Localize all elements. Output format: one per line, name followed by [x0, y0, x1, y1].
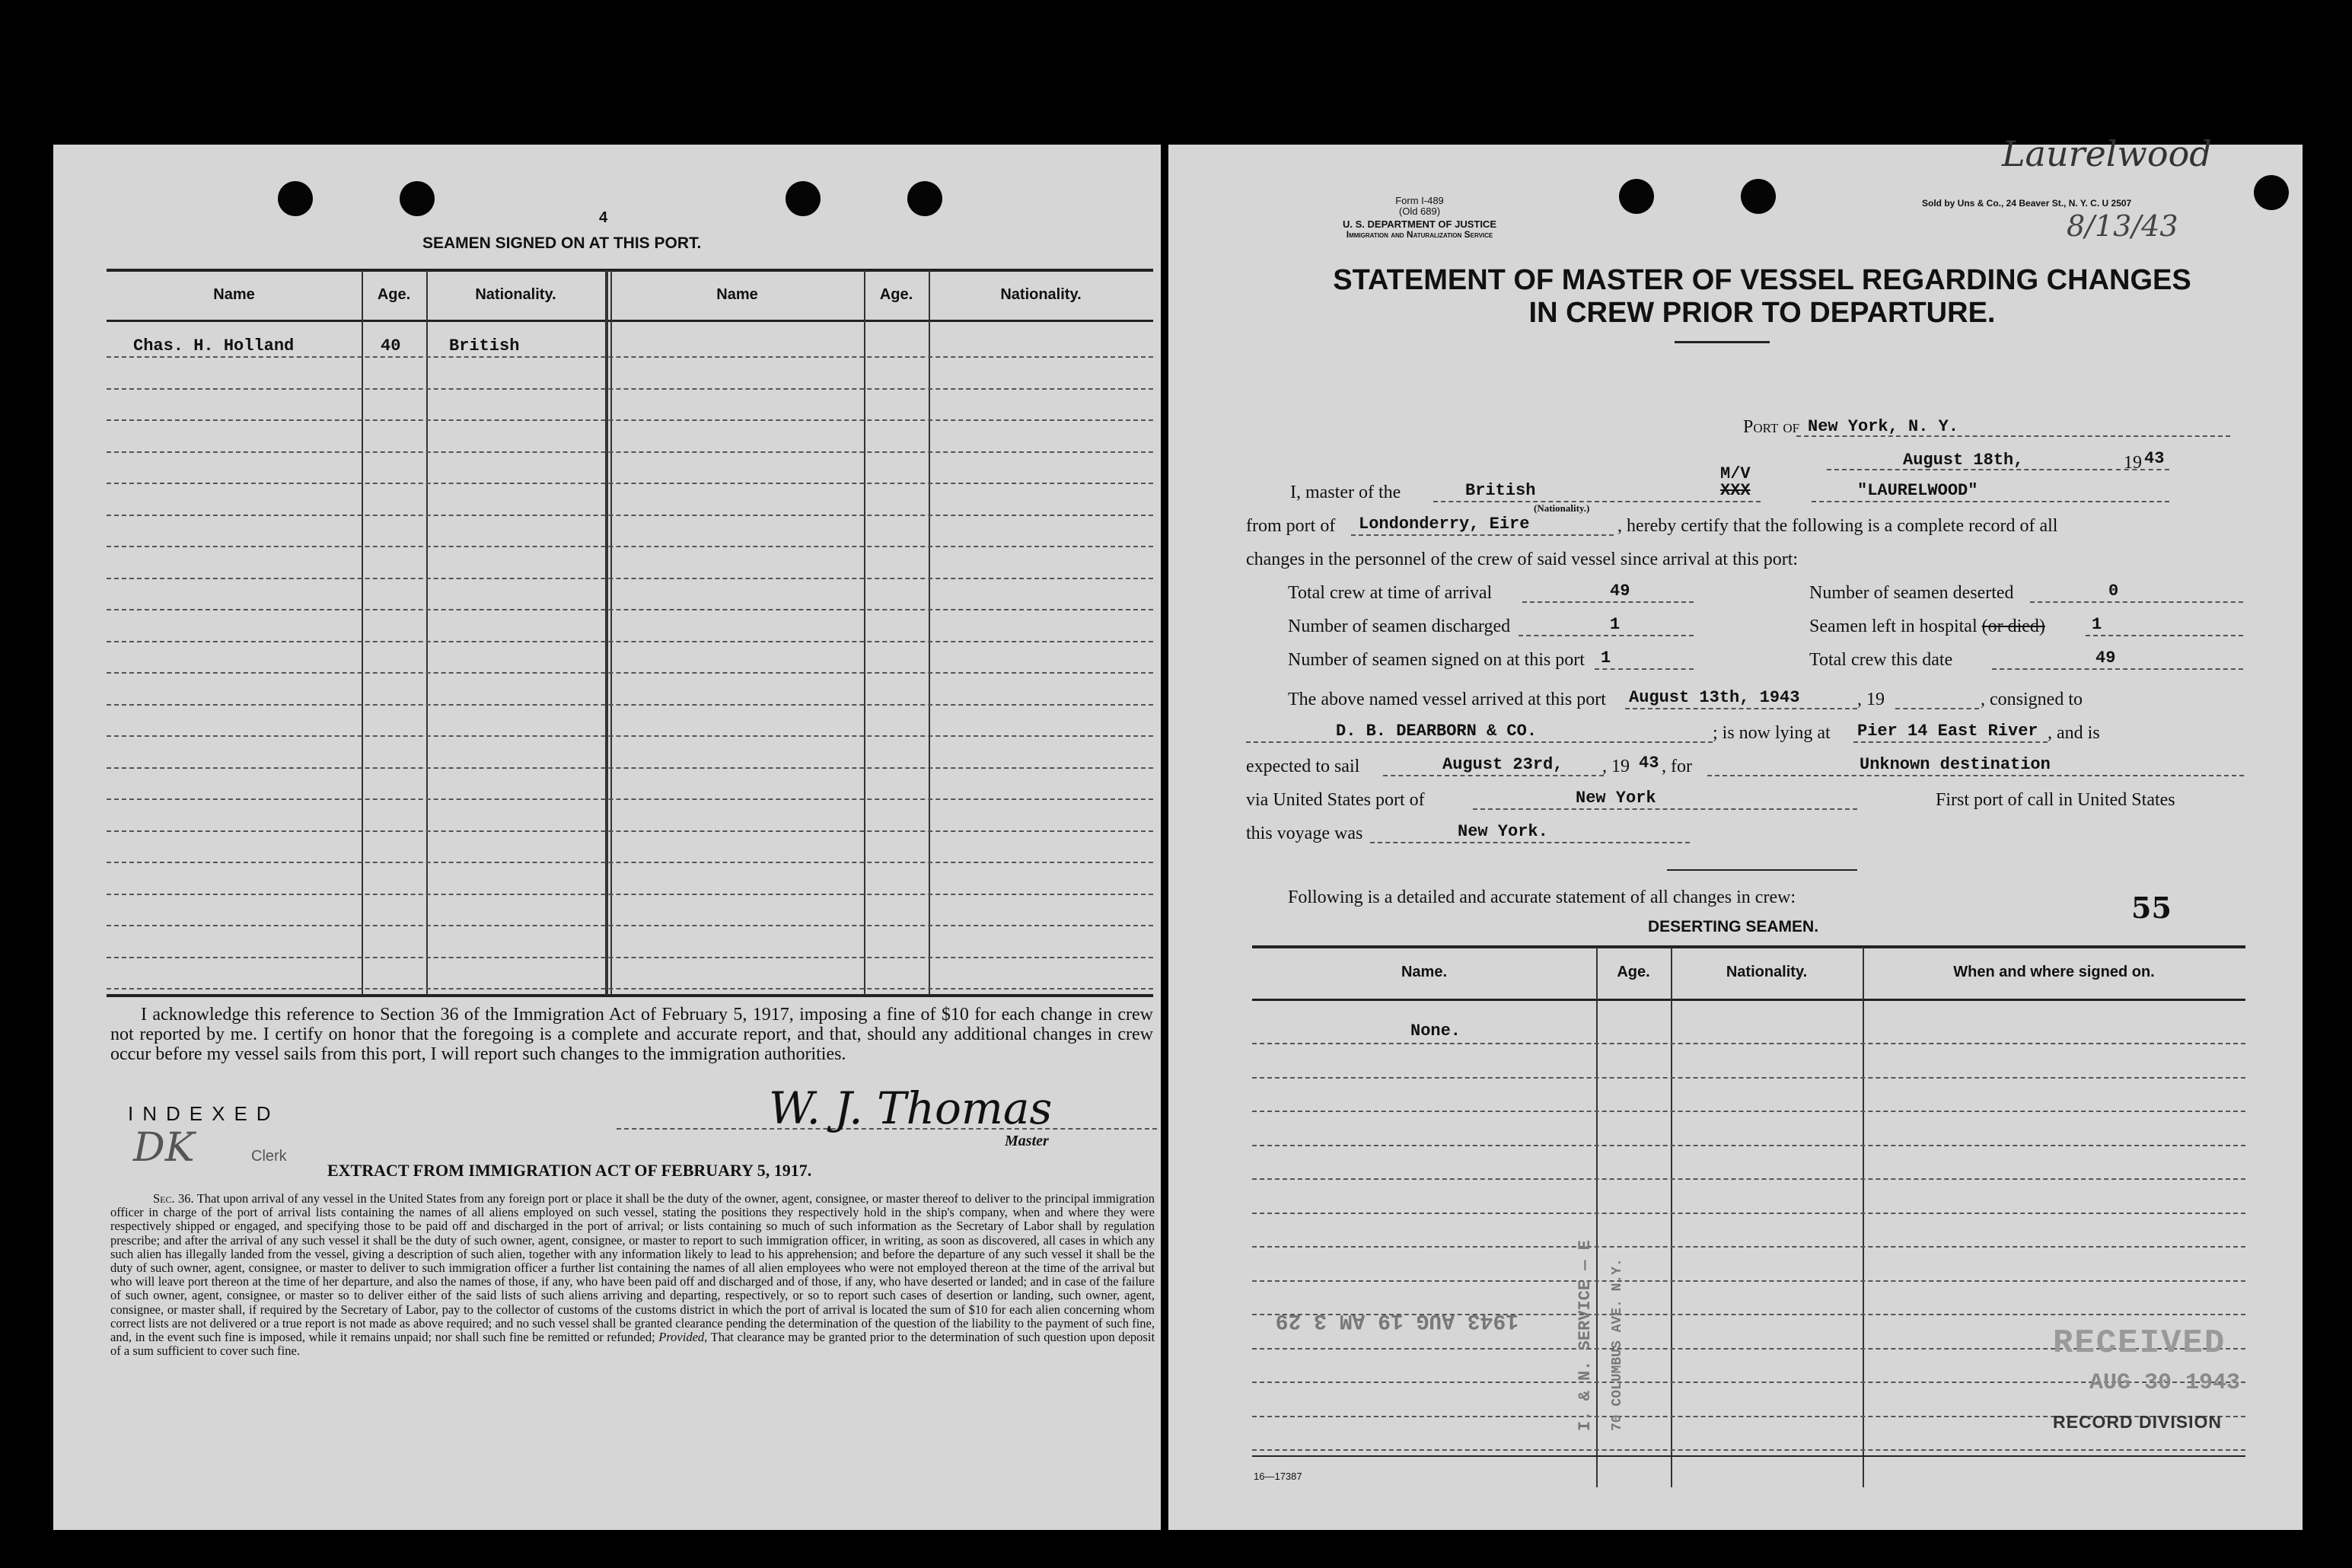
table-row-line	[107, 988, 1153, 990]
field-line	[1246, 741, 1713, 743]
column-divider	[1863, 947, 1864, 1487]
punch-hole	[786, 181, 821, 216]
arrived-year-prefix: , 19	[1857, 690, 1885, 709]
table-row-line	[107, 767, 1153, 769]
nationality-value: British	[1465, 481, 1536, 500]
total-crew-arrival-label: Total crew at time of arrival	[1288, 583, 1493, 603]
seaman-nationality: British	[449, 336, 520, 355]
column-divider	[1671, 947, 1672, 1487]
sold-by: Sold by Uns & Co., 24 Beaver St., N. Y. C. U 2507	[1922, 198, 2132, 209]
table-row-line	[107, 515, 1153, 516]
address-stamp: 70 COLUMBUS AVE. N.Y.	[1610, 1258, 1625, 1431]
first-port-value: New York.	[1458, 822, 1548, 841]
form-bottom-rule	[1252, 1455, 2245, 1457]
clerk-initials: DK	[133, 1125, 195, 1171]
total-crew-arrival-value: 49	[1610, 582, 1630, 601]
this-voyage-label: this voyage was	[1246, 824, 1363, 843]
field-line	[1895, 708, 1979, 709]
indexed-stamp: INDEXED	[128, 1102, 280, 1125]
discharged-label: Number of seamen discharged	[1288, 617, 1511, 636]
year-value: 43	[2144, 449, 2165, 468]
field-line	[2086, 635, 2243, 636]
port-of-label: Port of	[1743, 417, 1800, 437]
deserted-label: Number of seamen deserted	[1809, 583, 2014, 603]
table-row-line	[1252, 1178, 2245, 1180]
received-stamp: RECEIVED	[2053, 1324, 2226, 1362]
department: U. S. DEPARTMENT OF JUSTICE	[1343, 218, 1496, 230]
master-of-label: I, master of the	[1290, 483, 1401, 502]
first-port-label: First port of call in United States	[1936, 790, 2175, 810]
extract-title: EXTRACT FROM IMMIGRATION ACT OF FEBRUARY 5, 1917.	[327, 1161, 812, 1180]
via-port-value: New York	[1576, 789, 1656, 808]
table-row-line	[107, 957, 1153, 958]
hospital-value: 1	[2092, 615, 2102, 634]
from-port-value: Londonderry, Eire	[1359, 515, 1530, 534]
column-divider	[426, 270, 428, 995]
for-label: , for	[1662, 757, 1692, 776]
title-rule	[1675, 341, 1770, 343]
acknowledgement-text: I acknowledge this reference to Section 36 of the Immigration Act of February 5, 1917, imposing a fine of $10 for each change in crew not reported by me. I certify on honor that the foregoing is a complete and accurate report, and that, should any additional changes in crew occur before my vessel sails from this port, I will report such changes to the immigration authorities.	[110, 1005, 1153, 1064]
punch-hole	[1741, 179, 1776, 214]
lying-at-value: Pier 14 East River	[1857, 722, 2038, 741]
table-row-line	[1252, 1145, 2245, 1146]
table-bottom-rule	[107, 994, 1153, 997]
year-prefix: 19	[2124, 453, 2142, 473]
table-row-line	[107, 925, 1153, 926]
table-row-line	[107, 483, 1153, 484]
column-header-signed-on: When and where signed on.	[1953, 964, 2155, 980]
consigned-label: , consigned to	[1981, 690, 2083, 709]
column-header-age: Age.	[377, 286, 411, 303]
total-crew-date-value: 49	[2095, 649, 2116, 668]
from-port-label: from port of	[1246, 516, 1336, 536]
column-header-name: Name	[213, 286, 255, 303]
field-line	[1383, 775, 1604, 776]
arrival-time-stamp: 1943 AUG 19 AM 3 29	[1275, 1308, 1519, 1332]
field-line	[1370, 842, 1690, 843]
column-divider	[362, 270, 363, 995]
expected-label: expected to sail	[1246, 757, 1360, 776]
form-title-line2: IN CREW PRIOR TO DEPARTURE.	[1528, 297, 1996, 329]
total-crew-date-label: Total crew this date	[1809, 650, 1953, 670]
and-is-label: , and is	[2048, 723, 2100, 743]
deserting-top-rule	[1252, 945, 2245, 948]
section-label: Sec. 36.	[153, 1191, 194, 1206]
column-header-name: Name.	[1401, 964, 1448, 980]
seaman-name: Chas. H. Holland	[133, 336, 295, 355]
table-row-line	[107, 830, 1153, 832]
following-label: Following is a detailed and accurate statement of all changes in crew:	[1288, 888, 1796, 907]
column-header-age: Age.	[879, 286, 913, 303]
table-row-line	[1252, 1246, 2245, 1248]
proviso-body: That clearance may be granted prior to the determination of such question upon deposit of a sum sufficient to cover such fine.	[110, 1330, 1155, 1359]
table-row-line	[1252, 1043, 2245, 1044]
changes-text: changes in the personnel of the crew of said vessel since arrival at this port:	[1246, 550, 1799, 569]
field-line	[1522, 601, 1694, 603]
column-divider	[605, 270, 608, 995]
arrived-date: August 13th, 1943	[1629, 688, 1800, 707]
arrived-label: The above named vessel arrived at this port	[1288, 690, 1606, 709]
extract-section-text	[110, 1192, 1155, 1358]
field-line	[1351, 534, 1614, 536]
hospital-label-text: Seamen left in hospital	[1809, 617, 1978, 636]
received-date-stamp: AUG 30 1943	[2089, 1370, 2241, 1396]
section-title: SEAMEN SIGNED ON AT THIS PORT.	[422, 234, 702, 252]
master-signature: W. J. Thomas	[769, 1082, 1053, 1134]
column-divider	[1596, 947, 1598, 1487]
clerk-label: Clerk	[251, 1148, 287, 1165]
port-of-value: New York, N. Y.	[1808, 417, 1959, 436]
consignee-value: D. B. DEARBORN & CO.	[1336, 722, 1538, 741]
field-line	[1707, 775, 2244, 776]
column-divider	[610, 270, 612, 995]
column-header-nationality: Nationality.	[1726, 964, 1808, 980]
column-divider	[864, 270, 865, 995]
master-label: Master	[1005, 1133, 1049, 1149]
right-page	[1168, 133, 2303, 1530]
form-header	[1351, 196, 1488, 217]
field-line	[1853, 741, 2048, 743]
sail-year-prefix: , 19	[1602, 757, 1630, 776]
discharged-value: 1	[1610, 615, 1621, 634]
table-row-line	[107, 578, 1153, 579]
deserting-title: DESERTING SEAMEN.	[1648, 918, 1819, 935]
table-row-line	[107, 894, 1153, 895]
seaman-age: 40	[381, 336, 401, 355]
deserting-name: None.	[1410, 1021, 1461, 1041]
table-top-rule	[107, 269, 1153, 272]
record-division-stamp: RECORD DIVISION	[2053, 1412, 2223, 1432]
deserting-header-rule	[1252, 999, 2245, 1001]
form-code: 16—17387	[1254, 1471, 1302, 1482]
via-label: via United States port of	[1246, 790, 1425, 810]
table-header-rule	[107, 320, 1153, 322]
table-row-line	[1252, 1111, 2245, 1112]
punch-hole	[907, 181, 942, 216]
section-rule	[1667, 869, 1857, 871]
field-line	[1812, 501, 2169, 502]
column-divider	[929, 270, 930, 995]
table-row-line	[107, 609, 1153, 610]
table-row-line	[1252, 1213, 2245, 1214]
punch-hole	[1619, 179, 1654, 214]
lying-label: ; is now lying at	[1713, 723, 1831, 743]
table-row-line	[107, 546, 1153, 547]
handwritten-vessel-name: Laurelwood	[2002, 133, 2212, 174]
punch-hole	[2254, 175, 2289, 210]
field-line	[1992, 668, 2243, 670]
table-row-line	[107, 735, 1153, 737]
signed-on-label: Number of seamen signed on at this port	[1288, 650, 1585, 670]
old-form-number: (Old 689)	[1398, 206, 1441, 217]
certify-text: , hereby certify that the following is a complete record of all	[1617, 516, 2058, 536]
field-line	[1519, 635, 1694, 636]
column-header-nationality: Nationality.	[1000, 286, 1082, 303]
section-body: That upon arrival of any vessel in the United States from any foreign port or place it shall be the duty of the owner, agent, consignee, or master thereof to deliver to the principal immigration officer in charge of the port of arrival lists containing the names of all aliens employed on such vessel, stating the positions they respectively hold in the ship's company, when and where they were respectively shipped or engaged, and specifying those to be paid off and discharged in the port of arrival; or lists containing so much of such information as the Secretary of Labor shall by regulation prescribe; and after the arrival of any such vessel it shall be the duty of such owner, agent, consignee, or master to report to such immigration officer, in writing, as soon as discovered, all cases in which any such alien has illegally landed from the vessel, giving a description of such alien, together with any information likely to lead to his apprehension; and before the departure of any such vessel it shall be the duty of such owner, agent, consignee, or master to deliver to such immigration officer a further list containing the names of all alien employees who were not employed thereon at the time of the arrival but who will leave port thereon at the time of her departure, and also the names of those, if any, who have been paid off and discharged and of those, if any, who have deserted or landed; and in case of the failure of such owner, agent, consignee, or master so to deliver either of the said lists of such aliens arriving and departing, respectively, or so to report such cases of desertion or landing, such owner, agent, consignee, or master shall, if required by the Secretary of Labor, pay to the collector of customs of the customs district in which the port of arrival is located the sum of $10 for each alien concerning whom correct lists are not delivered or a true report is not made as above required; and no such vessel shall be granted clearance pending the determination of the question of the liability to the payment of such fine, and, in the event such fine is imposed, while it remains unpaid; nor shall such fine be remitted or refunded;	[110, 1191, 1155, 1345]
proviso-label: Provided,	[658, 1330, 708, 1345]
sail-year: 43	[1639, 754, 1659, 773]
sail-date: August 23rd,	[1442, 755, 1563, 774]
field-line	[2116, 469, 2169, 470]
hospital-struck-text: (or died)	[1981, 617, 2045, 636]
column-header-name: Name	[716, 286, 758, 303]
table-row-line	[107, 641, 1153, 642]
form-number: Form I-489	[1395, 195, 1444, 206]
field-line	[1595, 668, 1694, 670]
vessel-type-struck: XXX	[1720, 481, 1751, 500]
table-row-line	[107, 419, 1153, 421]
table-row-line	[107, 356, 1153, 358]
table-row-line	[107, 451, 1153, 453]
table-row-line	[107, 672, 1153, 674]
date-value: August 18th,	[1903, 451, 2024, 470]
page-count-stamp: 55	[2131, 891, 2172, 925]
form-title-line1: STATEMENT OF MASTER OF VESSEL REGARDING CHANGES	[1333, 264, 2191, 296]
column-header-age: Age.	[1617, 964, 1650, 980]
table-row-line	[1252, 1077, 2245, 1079]
service-stamp: I. & N. SERVICE — E	[1576, 1240, 1595, 1431]
nationality-caption: (Nationality.)	[1534, 502, 1590, 514]
deserted-value: 0	[2108, 582, 2119, 601]
table-row-line	[107, 704, 1153, 706]
vessel-type: M/V	[1720, 464, 1751, 483]
field-line	[1433, 501, 1761, 502]
signed-on-value: 1	[1601, 649, 1611, 668]
service: Immigration and Naturalization Service	[1346, 229, 1493, 240]
field-line	[2030, 601, 2243, 603]
page-number: 4	[599, 209, 608, 226]
destination-value: Unknown destination	[1860, 755, 2051, 774]
hospital-label	[1809, 617, 2045, 637]
vessel-name: "LAURELWOOD"	[1857, 481, 1978, 500]
handwritten-date: 8/13/43	[2067, 209, 2178, 243]
column-header-nationality: Nationality.	[475, 286, 556, 303]
table-row-line	[1252, 1449, 2245, 1451]
table-row-line	[107, 862, 1153, 863]
table-row-line	[1252, 1280, 2245, 1282]
punch-hole	[400, 181, 435, 216]
punch-hole	[278, 181, 313, 216]
table-row-line	[107, 388, 1153, 390]
field-line	[1473, 808, 1857, 810]
left-page	[53, 145, 1161, 1530]
table-row-line	[107, 798, 1153, 800]
field-line	[1625, 708, 1857, 709]
